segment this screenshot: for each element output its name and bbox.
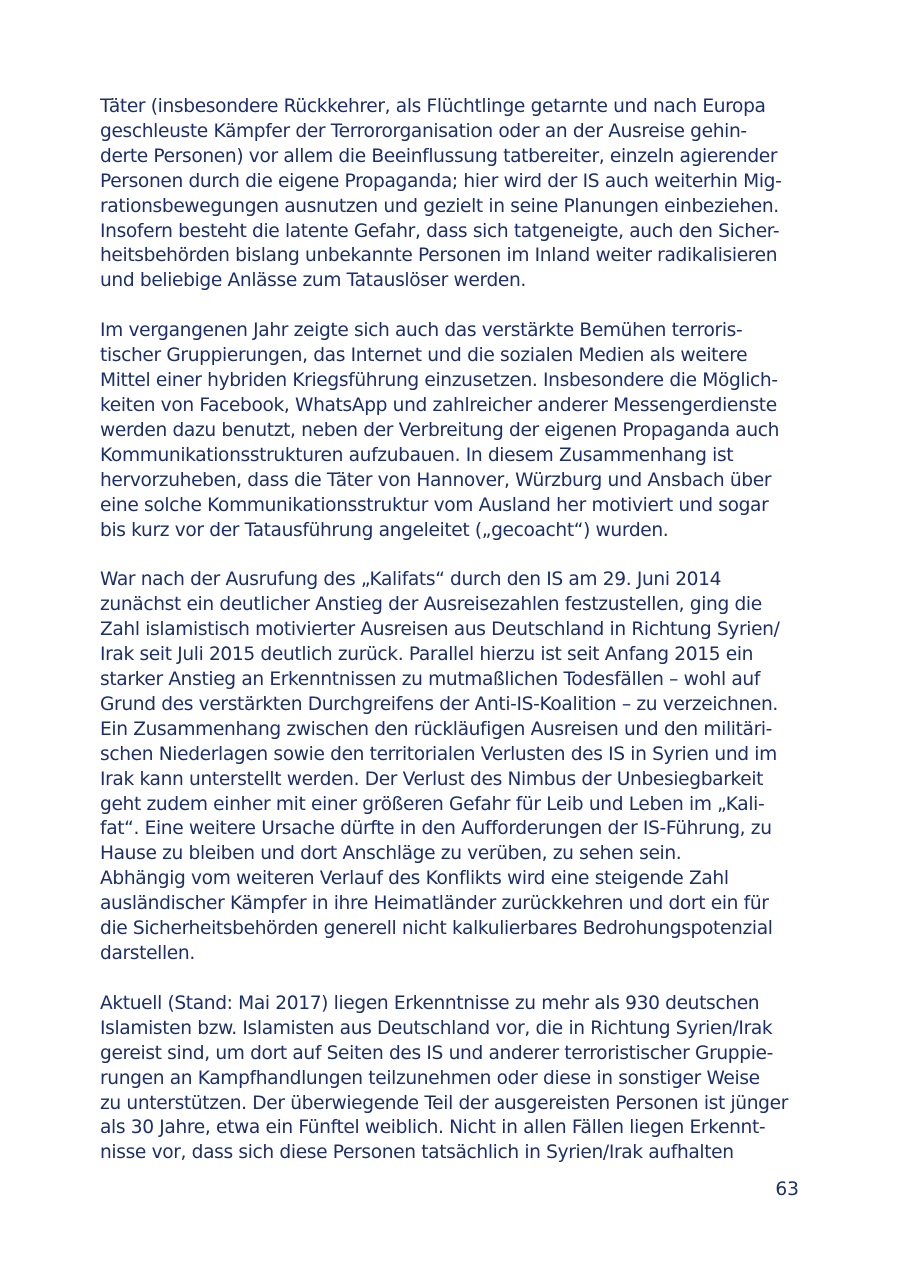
text-line: Irak kann unterstellt werden. Der Verlust des Nimbus der Unbesiegbarkeit [100,768,764,790]
text-line: zunächst ein deutlicher Anstieg der Ausreisezahlen festzustellen, ging die [100,594,762,616]
text-line: geht zudem einher mit einer größeren Gefahr für Leib und Leben im „Kali- [100,793,765,815]
text-line: derte Personen) vor allem die Beeinflussung tatbereiter, einzeln agierender [100,145,778,167]
text-line: keiten von Facebook, WhatsApp und zahlreicher anderer Messengerdienste [100,394,777,416]
text-line: nisse vor, dass sich diese Personen tatsächlich in Syrien/Irak aufhalten [100,1142,734,1164]
page-number: 63 [775,1179,799,1200]
text-line: Täter (insbesondere Rückkehrer, als Flüchtlinge getarnte und nach Europa [100,96,766,117]
paragraph-1 [100,95,805,294]
text-line: darstellen. [100,943,195,964]
text-line: War nach der Ausrufung des „Kalifats“ durch den IS am 29. Juni 2014 [100,569,722,591]
text-line: Islamisten bzw. Islamisten aus Deutschland vor, die in Richtung Syrien/Irak [100,1017,773,1039]
text-line: als 30 Jahre, etwa ein Fünftel weiblich. Nicht in allen Fällen liegen Erkennt- [100,1117,766,1139]
text-line: starker Anstieg an Erkenntnissen zu mutmaßlichen Todesfällen – wohl auf [100,669,761,691]
paragraph-4 [100,992,805,1166]
text-line: Abhängig vom weiteren Verlauf des Konflikts wird eine steigende Zahl [100,868,729,890]
body-text [100,95,805,1191]
text-line: werden dazu benutzt, neben der Verbreitung der eigenen Propaganda auch [100,419,780,441]
text-line: Irak seit Juli 2015 deutlich zurück. Parallel hierzu ist seit Anfang 2015 ein [100,644,754,666]
paragraph-3 [100,568,805,967]
text-line: und beliebige Anlässe zum Tatauslöser werden. [100,270,526,292]
text-line: ausländischer Kämpfer in ihre Heimatländer zurückkehren und dort ein für [100,893,769,915]
text-line: schen Niederlagen sowie den territorialen Verlusten des IS in Syrien und im [100,743,777,765]
text-line: rationsbewegungen ausnutzen und gezielt in seine Planungen einbeziehen. [100,195,779,217]
text-line: bis kurz vor der Tatausführung angeleitet („gecoacht“) wurden. [100,519,669,541]
text-line: Ein Zusammenhang zwischen den rückläufigen Ausreisen und den militäri- [100,718,773,740]
text-line: eine solche Kommunikationsstruktur vom Ausland her motiviert und sogar [100,494,769,516]
text-line: Mittel einer hybriden Kriegsführung einzusetzen. Insbesondere die Möglich- [100,370,778,392]
text-line: gereist sind, um dort auf Seiten des IS und anderer terroristischer Gruppie- [100,1042,773,1064]
text-line: tischer Gruppierungen, das Internet und die sozialen Medien als weitere [100,345,748,367]
text-line: Personen durch die eigene Propaganda; hier wird der IS auch weiterhin Mig- [100,170,782,192]
text-line: zu unterstützen. Der überwiegende Teil der ausgereisten Personen ist jünger [100,1092,789,1114]
text-line: Grund des verstärkten Durchgreifens der Anti-IS-Koalition – zu verzeichnen. [100,693,778,715]
text-line: fat“. Eine weitere Ursache dürfte in den Aufforderungen der IS-Führung, zu [100,818,772,840]
text-line: hervorzuheben, dass die Täter von Hannover, Würzburg und Ansbach über [100,469,772,491]
text-line: Zahl islamistisch motivierter Ausreisen aus Deutschland in Richtung Syrien/ [100,619,780,641]
text-line: Hause zu bleiben und dort Anschläge zu verüben, zu sehen sein. [100,843,682,865]
text-line: Insofern besteht die latente Gefahr, dass sich tatgeneigte, auch den Sicher- [100,220,780,242]
text-line: Kommunikationsstrukturen aufzubauen. In diesem Zusammenhang ist [100,444,734,466]
text-line: rungen an Kampfhandlungen teilzunehmen oder diese in sonstiger Weise [100,1067,760,1089]
text-line: geschleuste Kämpfer der Terrororganisation oder an der Ausreise gehin- [100,120,747,142]
text-line: heitsbehörden bislang unbekannte Personen im Inland weiter radikalisieren [100,245,778,267]
text-line: Im vergangenen Jahr zeigte sich auch das verstärkte Bemühen terroris- [100,320,743,342]
text-line: Aktuell (Stand: Mai 2017) liegen Erkenntnisse zu mehr als 930 deutschen [100,992,760,1014]
paragraph-2 [100,319,805,543]
text-line: die Sicherheitsbehörden generell nicht kalkulierbares Bedrohungspotenzial [100,918,773,940]
